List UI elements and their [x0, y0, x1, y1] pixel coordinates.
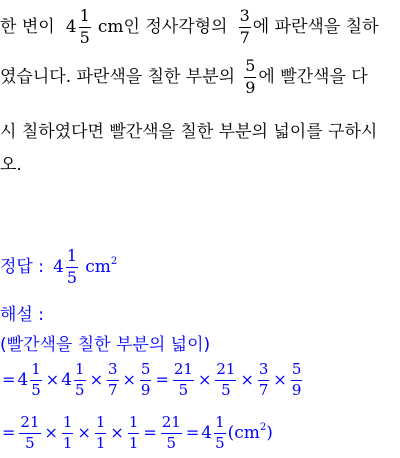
answer-line [0, 248, 117, 287]
fraction: $\frac{1}{5}$ [75, 360, 85, 399]
times-sign: × [110, 422, 124, 442]
problem-line-1 [0, 8, 379, 47]
answer-whole: 4 [53, 256, 64, 277]
equals-sign: = [2, 369, 16, 389]
fraction: $\frac{5}{9}$ [140, 360, 151, 399]
times-sign: × [45, 369, 60, 389]
problem-text: 에 파란색을 칠하 [252, 16, 379, 37]
times-sign: × [197, 369, 212, 389]
area-unit: $(cm^2)$ [227, 421, 273, 443]
mixed-whole: 4 [61, 369, 73, 390]
answer-label: 정답 : [0, 256, 44, 277]
fraction: $\frac{1}{1}$ [62, 413, 73, 452]
explanation-label: 해설 : [0, 305, 44, 325]
mixed-whole: 4 [201, 422, 213, 443]
fraction: $\frac{3}{7}$ [107, 360, 118, 399]
times-sign: × [273, 369, 287, 389]
problem-line-4: 오. [0, 155, 22, 175]
equals-sign: = [2, 422, 16, 442]
unit-cm: cm [97, 16, 124, 37]
answer-fraction: $\frac{1}{5}$ [66, 246, 78, 287]
times-sign: × [77, 422, 91, 442]
mixed-whole: 4 [17, 369, 29, 390]
equals-sign: = [143, 422, 157, 442]
answer-unit: $cm^2$ [85, 255, 118, 277]
equals-sign: = [185, 422, 200, 442]
explanation-note: (빨간색을 칠한 부분의 넓이) [0, 335, 211, 355]
equation-line-1 [0, 362, 304, 399]
times-sign: × [240, 369, 254, 389]
fraction: $\frac{21}{5}$ [20, 413, 40, 452]
problem-text: 한 변이 [0, 16, 55, 37]
times-sign: × [44, 422, 58, 442]
problem-text: 에 빨간색을 다 [258, 66, 368, 87]
blue-fraction: $\frac{3}{7}$ [239, 6, 250, 47]
side-length-fraction: $\frac{1}{5}$ [79, 6, 90, 47]
times-sign: × [89, 369, 103, 389]
problem-text: 인 정사각형의 [123, 16, 228, 37]
equation-line-2 [0, 415, 273, 452]
fraction: $\frac{3}{7}$ [258, 360, 269, 399]
fraction: $\frac{21}{5}$ [161, 413, 181, 452]
fraction: $\frac{1}{1}$ [128, 413, 139, 452]
fraction: $\frac{1}{1}$ [95, 413, 106, 452]
fraction: $\frac{21}{5}$ [216, 360, 236, 399]
fraction: $\frac{1}{5}$ [215, 413, 225, 452]
fraction: $\frac{21}{5}$ [173, 360, 193, 399]
problem-line-2 [0, 58, 368, 97]
fraction: $\frac{5}{9}$ [291, 360, 302, 399]
mixed-number-whole: 4 [65, 16, 77, 37]
red-fraction: $\frac{5}{9}$ [245, 56, 256, 97]
problem-line-3: 시 칠하였다면 빨간색을 칠한 부분의 넓이를 구하시 [0, 122, 378, 142]
times-sign: × [122, 369, 136, 389]
problem-text: 였습니다. 파란색을 칠한 부분의 [0, 66, 236, 87]
fraction: $\frac{1}{5}$ [31, 360, 41, 399]
equals-sign: = [155, 369, 169, 389]
